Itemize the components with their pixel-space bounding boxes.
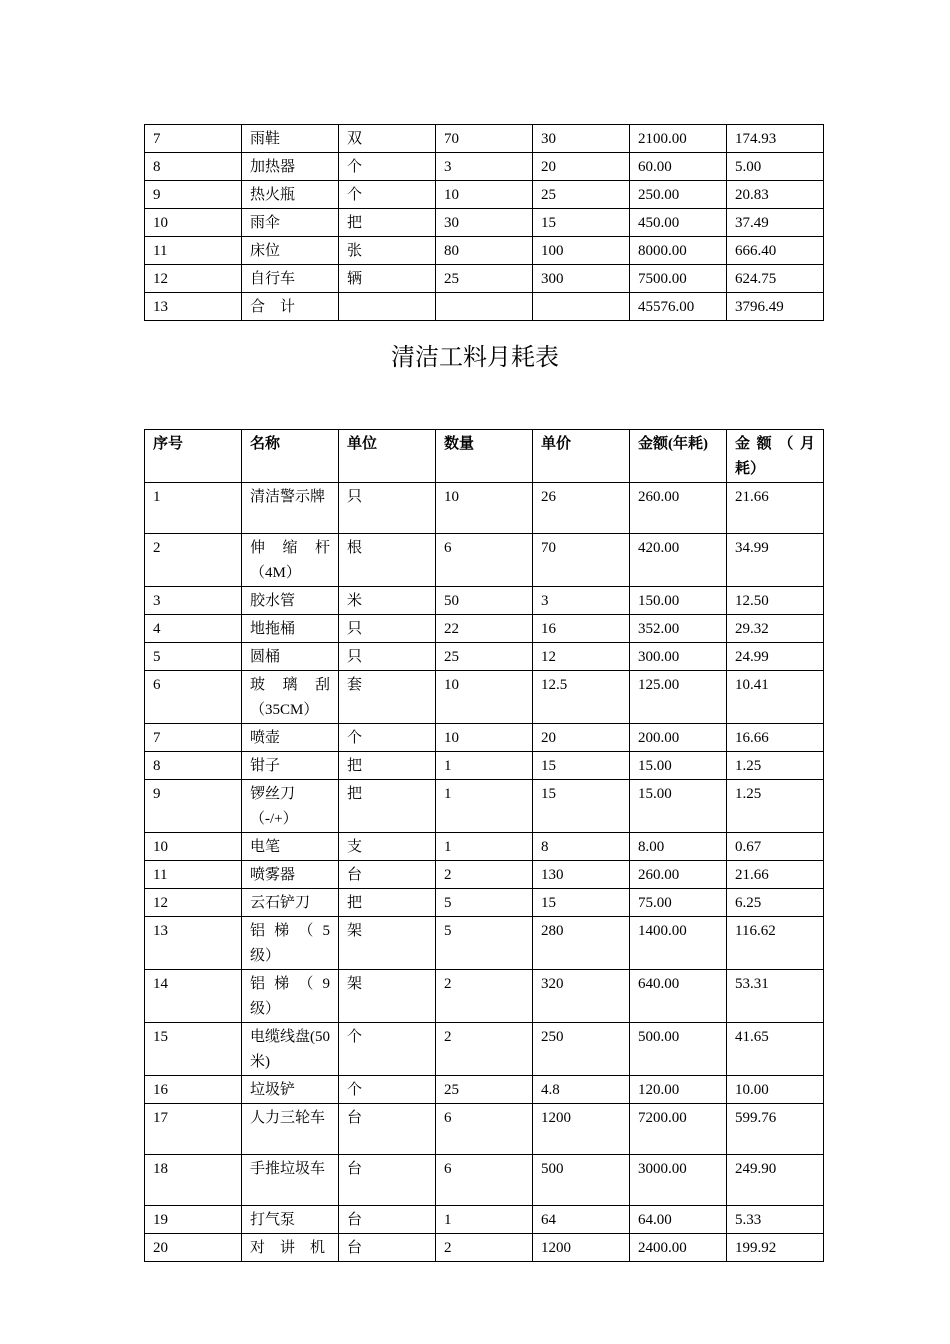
cell-unit: 把 bbox=[339, 209, 436, 237]
cell-monthly-amount: 12.50 bbox=[727, 587, 824, 615]
cell-index: 7 bbox=[145, 125, 242, 153]
cell-quantity: 2 bbox=[436, 1023, 533, 1076]
cell-name: 地拖桶 bbox=[242, 615, 339, 643]
cell-name: 清洁警示牌 bbox=[242, 483, 339, 534]
top-table-body bbox=[145, 125, 824, 321]
cell-index: 6 bbox=[145, 671, 242, 724]
cell-unit: 支 bbox=[339, 833, 436, 861]
cell-unit: 双 bbox=[339, 125, 436, 153]
cell-unit: 个 bbox=[339, 1023, 436, 1076]
cell-index: 16 bbox=[145, 1076, 242, 1104]
cell-unit-price: 25 bbox=[533, 181, 630, 209]
cell-unit-price: 8 bbox=[533, 833, 630, 861]
cell-index: 10 bbox=[145, 833, 242, 861]
cell-index: 14 bbox=[145, 970, 242, 1023]
cell-quantity: 25 bbox=[436, 643, 533, 671]
cell-unit: 台 bbox=[339, 1206, 436, 1234]
cell-unit-price: 250 bbox=[533, 1023, 630, 1076]
cell-unit-price: 300 bbox=[533, 265, 630, 293]
cell-index: 9 bbox=[145, 780, 242, 833]
cell-unit: 架 bbox=[339, 917, 436, 970]
cell-index: 11 bbox=[145, 237, 242, 265]
cell-unit-price: 20 bbox=[533, 724, 630, 752]
cell-unit-price: 16 bbox=[533, 615, 630, 643]
table-header bbox=[145, 430, 824, 483]
cell-unit: 把 bbox=[339, 780, 436, 833]
header-monthly-amount: 金 额 （ 月耗） bbox=[727, 430, 824, 483]
cell-annual-amount: 300.00 bbox=[630, 643, 727, 671]
cell-annual-amount: 15.00 bbox=[630, 752, 727, 780]
cell-unit-price: 30 bbox=[533, 125, 630, 153]
cell-quantity: 5 bbox=[436, 889, 533, 917]
cell-name: 电缆线盘(50米) bbox=[242, 1023, 339, 1076]
cell-unit-price: 15 bbox=[533, 752, 630, 780]
table-row bbox=[145, 1076, 824, 1104]
cell-name: 钳子 bbox=[242, 752, 339, 780]
cell-monthly-amount: 1.25 bbox=[727, 752, 824, 780]
cell-index: 4 bbox=[145, 615, 242, 643]
cell-name: 对 讲 机 bbox=[242, 1234, 339, 1262]
cell-index: 20 bbox=[145, 1234, 242, 1262]
cell-monthly-amount: 0.67 bbox=[727, 833, 824, 861]
cell-annual-amount: 125.00 bbox=[630, 671, 727, 724]
cell-quantity: 70 bbox=[436, 125, 533, 153]
cell-unit-price: 70 bbox=[533, 534, 630, 587]
cell-index: 7 bbox=[145, 724, 242, 752]
cell-unit-price: 3 bbox=[533, 587, 630, 615]
table-row bbox=[145, 615, 824, 643]
cell-name: 喷雾器 bbox=[242, 861, 339, 889]
cell-unit: 个 bbox=[339, 181, 436, 209]
cell-monthly-amount: 16.66 bbox=[727, 724, 824, 752]
table-row bbox=[145, 1104, 824, 1155]
cell-monthly-amount: 199.92 bbox=[727, 1234, 824, 1262]
cell-unit-price: 20 bbox=[533, 153, 630, 181]
cell-annual-amount: 64.00 bbox=[630, 1206, 727, 1234]
cell-unit: 架 bbox=[339, 970, 436, 1023]
cell-quantity: 1 bbox=[436, 833, 533, 861]
cell-quantity: 6 bbox=[436, 534, 533, 587]
cell-monthly-amount: 1.25 bbox=[727, 780, 824, 833]
cell-monthly-amount: 174.93 bbox=[727, 125, 824, 153]
cell-unit-price: 15 bbox=[533, 780, 630, 833]
cell-unit-price: 15 bbox=[533, 209, 630, 237]
cell-monthly-amount: 29.32 bbox=[727, 615, 824, 643]
table-row bbox=[145, 970, 824, 1023]
cell-quantity: 3 bbox=[436, 153, 533, 181]
table-row bbox=[145, 917, 824, 970]
cell-index: 5 bbox=[145, 643, 242, 671]
cell-unit-price: 100 bbox=[533, 237, 630, 265]
cell-monthly-amount: 21.66 bbox=[727, 861, 824, 889]
cell-quantity: 2 bbox=[436, 970, 533, 1023]
cell-name: 自行车 bbox=[242, 265, 339, 293]
cell-quantity: 5 bbox=[436, 917, 533, 970]
table-row-total bbox=[145, 293, 824, 321]
header-quantity: 数量 bbox=[436, 430, 533, 483]
table-row bbox=[145, 1234, 824, 1262]
header-index: 序号 bbox=[145, 430, 242, 483]
cell-quantity: 2 bbox=[436, 1234, 533, 1262]
cell-index: 11 bbox=[145, 861, 242, 889]
cell-annual-amount: 2400.00 bbox=[630, 1234, 727, 1262]
cell-monthly-amount: 3796.49 bbox=[727, 293, 824, 321]
cell-name: 打气泵 bbox=[242, 1206, 339, 1234]
table-row bbox=[145, 724, 824, 752]
cell-unit: 只 bbox=[339, 643, 436, 671]
table-row bbox=[145, 265, 824, 293]
table-row bbox=[145, 237, 824, 265]
cell-quantity: 10 bbox=[436, 483, 533, 534]
cell-name: 铝 梯 （ 5级） bbox=[242, 917, 339, 970]
cell-unit: 套 bbox=[339, 671, 436, 724]
cell-quantity: 50 bbox=[436, 587, 533, 615]
cell-annual-amount: 420.00 bbox=[630, 534, 727, 587]
cell-quantity: 25 bbox=[436, 265, 533, 293]
cell-unit: 台 bbox=[339, 1104, 436, 1155]
cell-quantity: 10 bbox=[436, 671, 533, 724]
cell-index: 15 bbox=[145, 1023, 242, 1076]
cell-annual-amount: 45576.00 bbox=[630, 293, 727, 321]
cell-monthly-amount: 20.83 bbox=[727, 181, 824, 209]
table-row bbox=[145, 181, 824, 209]
cell-annual-amount: 7500.00 bbox=[630, 265, 727, 293]
cell-annual-amount: 450.00 bbox=[630, 209, 727, 237]
header-unit-price: 单价 bbox=[533, 430, 630, 483]
table-row bbox=[145, 889, 824, 917]
cleaning-materials-table bbox=[144, 429, 824, 1262]
cell-unit: 个 bbox=[339, 153, 436, 181]
cell-name: 床位 bbox=[242, 237, 339, 265]
cell-quantity: 1 bbox=[436, 1206, 533, 1234]
cell-unit: 台 bbox=[339, 1155, 436, 1206]
cell-annual-amount: 120.00 bbox=[630, 1076, 727, 1104]
cell-quantity: 80 bbox=[436, 237, 533, 265]
cell-unit-price: 26 bbox=[533, 483, 630, 534]
table-row bbox=[145, 534, 824, 587]
table-row bbox=[145, 752, 824, 780]
cell-annual-amount: 8000.00 bbox=[630, 237, 727, 265]
cell-annual-amount: 640.00 bbox=[630, 970, 727, 1023]
cell-monthly-amount: 116.62 bbox=[727, 917, 824, 970]
cell-name: 伸 缩 杆（4M） bbox=[242, 534, 339, 587]
cell-name: 铝 梯 （ 9级） bbox=[242, 970, 339, 1023]
cell-index: 3 bbox=[145, 587, 242, 615]
cell-annual-amount: 260.00 bbox=[630, 861, 727, 889]
cell-annual-amount: 7200.00 bbox=[630, 1104, 727, 1155]
cell-name: 垃圾铲 bbox=[242, 1076, 339, 1104]
cell-index: 19 bbox=[145, 1206, 242, 1234]
cell-name: 人力三轮车 bbox=[242, 1104, 339, 1155]
cell-name: 玻 璃 刮（35CM） bbox=[242, 671, 339, 724]
cell-unit-price: 500 bbox=[533, 1155, 630, 1206]
cell-monthly-amount: 5.00 bbox=[727, 153, 824, 181]
cell-unit bbox=[339, 293, 436, 321]
cell-index: 18 bbox=[145, 1155, 242, 1206]
top-table bbox=[144, 124, 824, 321]
table-row bbox=[145, 861, 824, 889]
cell-name: 加热器 bbox=[242, 153, 339, 181]
cell-index: 9 bbox=[145, 181, 242, 209]
cell-name: 喷壶 bbox=[242, 724, 339, 752]
cell-monthly-amount: 24.99 bbox=[727, 643, 824, 671]
header-annual-amount: 金额(年耗) bbox=[630, 430, 727, 483]
cell-unit-price: 64 bbox=[533, 1206, 630, 1234]
cell-quantity: 10 bbox=[436, 724, 533, 752]
table-row bbox=[145, 483, 824, 534]
cell-monthly-amount: 599.76 bbox=[727, 1104, 824, 1155]
cell-unit: 张 bbox=[339, 237, 436, 265]
cell-annual-amount: 1400.00 bbox=[630, 917, 727, 970]
cell-name: 合 计 bbox=[242, 293, 339, 321]
cell-unit-price: 12 bbox=[533, 643, 630, 671]
cell-quantity: 1 bbox=[436, 780, 533, 833]
cell-annual-amount: 250.00 bbox=[630, 181, 727, 209]
cell-monthly-amount: 37.49 bbox=[727, 209, 824, 237]
table-row bbox=[145, 153, 824, 181]
table-row bbox=[145, 209, 824, 237]
cell-annual-amount: 352.00 bbox=[630, 615, 727, 643]
cell-annual-amount: 3000.00 bbox=[630, 1155, 727, 1206]
cell-unit-price: 15 bbox=[533, 889, 630, 917]
cell-quantity bbox=[436, 293, 533, 321]
cell-quantity: 1 bbox=[436, 752, 533, 780]
cell-monthly-amount: 53.31 bbox=[727, 970, 824, 1023]
cell-quantity: 2 bbox=[436, 861, 533, 889]
section-title: 清洁工料月耗表 bbox=[391, 343, 559, 371]
cell-monthly-amount: 624.75 bbox=[727, 265, 824, 293]
cell-index: 8 bbox=[145, 752, 242, 780]
cell-monthly-amount: 21.66 bbox=[727, 483, 824, 534]
cell-annual-amount: 8.00 bbox=[630, 833, 727, 861]
cell-annual-amount: 200.00 bbox=[630, 724, 727, 752]
cell-quantity: 25 bbox=[436, 1076, 533, 1104]
cell-unit: 米 bbox=[339, 587, 436, 615]
cell-index: 17 bbox=[145, 1104, 242, 1155]
cell-name: 圆桶 bbox=[242, 643, 339, 671]
cell-name: 热火瓶 bbox=[242, 181, 339, 209]
cell-index: 13 bbox=[145, 917, 242, 970]
cell-name: 雨鞋 bbox=[242, 125, 339, 153]
cell-index: 13 bbox=[145, 293, 242, 321]
table-row bbox=[145, 1206, 824, 1234]
cell-unit-price: 1200 bbox=[533, 1104, 630, 1155]
cell-unit-price: 320 bbox=[533, 970, 630, 1023]
cell-unit: 根 bbox=[339, 534, 436, 587]
cell-name: 电笔 bbox=[242, 833, 339, 861]
cell-unit: 辆 bbox=[339, 265, 436, 293]
header-unit: 单位 bbox=[339, 430, 436, 483]
cell-quantity: 10 bbox=[436, 181, 533, 209]
cell-unit: 个 bbox=[339, 724, 436, 752]
table-row bbox=[145, 1155, 824, 1206]
cell-index: 1 bbox=[145, 483, 242, 534]
cell-unit: 把 bbox=[339, 752, 436, 780]
cell-unit-price: 130 bbox=[533, 861, 630, 889]
table-row bbox=[145, 643, 824, 671]
cell-monthly-amount: 666.40 bbox=[727, 237, 824, 265]
cell-index: 12 bbox=[145, 265, 242, 293]
table-body bbox=[145, 483, 824, 1262]
cell-annual-amount: 260.00 bbox=[630, 483, 727, 534]
cell-quantity: 22 bbox=[436, 615, 533, 643]
cell-unit-price: 12.5 bbox=[533, 671, 630, 724]
table-row bbox=[145, 833, 824, 861]
cell-index: 2 bbox=[145, 534, 242, 587]
table-row bbox=[145, 1023, 824, 1076]
table-row bbox=[145, 780, 824, 833]
cell-unit-price: 1200 bbox=[533, 1234, 630, 1262]
cell-monthly-amount: 34.99 bbox=[727, 534, 824, 587]
cell-annual-amount: 15.00 bbox=[630, 780, 727, 833]
cell-quantity: 6 bbox=[436, 1155, 533, 1206]
table-row bbox=[145, 587, 824, 615]
cell-unit: 台 bbox=[339, 861, 436, 889]
cell-unit-price bbox=[533, 293, 630, 321]
cell-monthly-amount: 10.00 bbox=[727, 1076, 824, 1104]
cell-annual-amount: 500.00 bbox=[630, 1023, 727, 1076]
table-row bbox=[145, 671, 824, 724]
cell-unit: 只 bbox=[339, 615, 436, 643]
cell-name: 锣丝刀（-/+） bbox=[242, 780, 339, 833]
cell-index: 10 bbox=[145, 209, 242, 237]
cell-monthly-amount: 41.65 bbox=[727, 1023, 824, 1076]
cell-index: 12 bbox=[145, 889, 242, 917]
cell-annual-amount: 75.00 bbox=[630, 889, 727, 917]
cell-name: 雨伞 bbox=[242, 209, 339, 237]
cell-index: 8 bbox=[145, 153, 242, 181]
header-name: 名称 bbox=[242, 430, 339, 483]
cell-quantity: 30 bbox=[436, 209, 533, 237]
header-row bbox=[145, 430, 824, 483]
cell-monthly-amount: 5.33 bbox=[727, 1206, 824, 1234]
cell-unit-price: 4.8 bbox=[533, 1076, 630, 1104]
cell-quantity: 6 bbox=[436, 1104, 533, 1155]
cell-unit: 只 bbox=[339, 483, 436, 534]
cell-unit: 把 bbox=[339, 889, 436, 917]
cell-name: 胶水管 bbox=[242, 587, 339, 615]
cell-unit: 台 bbox=[339, 1234, 436, 1262]
table-row bbox=[145, 125, 824, 153]
cell-monthly-amount: 6.25 bbox=[727, 889, 824, 917]
cell-name: 手推垃圾车 bbox=[242, 1155, 339, 1206]
cell-unit-price: 280 bbox=[533, 917, 630, 970]
cell-monthly-amount: 10.41 bbox=[727, 671, 824, 724]
cell-monthly-amount: 249.90 bbox=[727, 1155, 824, 1206]
cell-unit: 个 bbox=[339, 1076, 436, 1104]
cell-name: 云石铲刀 bbox=[242, 889, 339, 917]
cell-annual-amount: 150.00 bbox=[630, 587, 727, 615]
cell-annual-amount: 60.00 bbox=[630, 153, 727, 181]
cell-annual-amount: 2100.00 bbox=[630, 125, 727, 153]
